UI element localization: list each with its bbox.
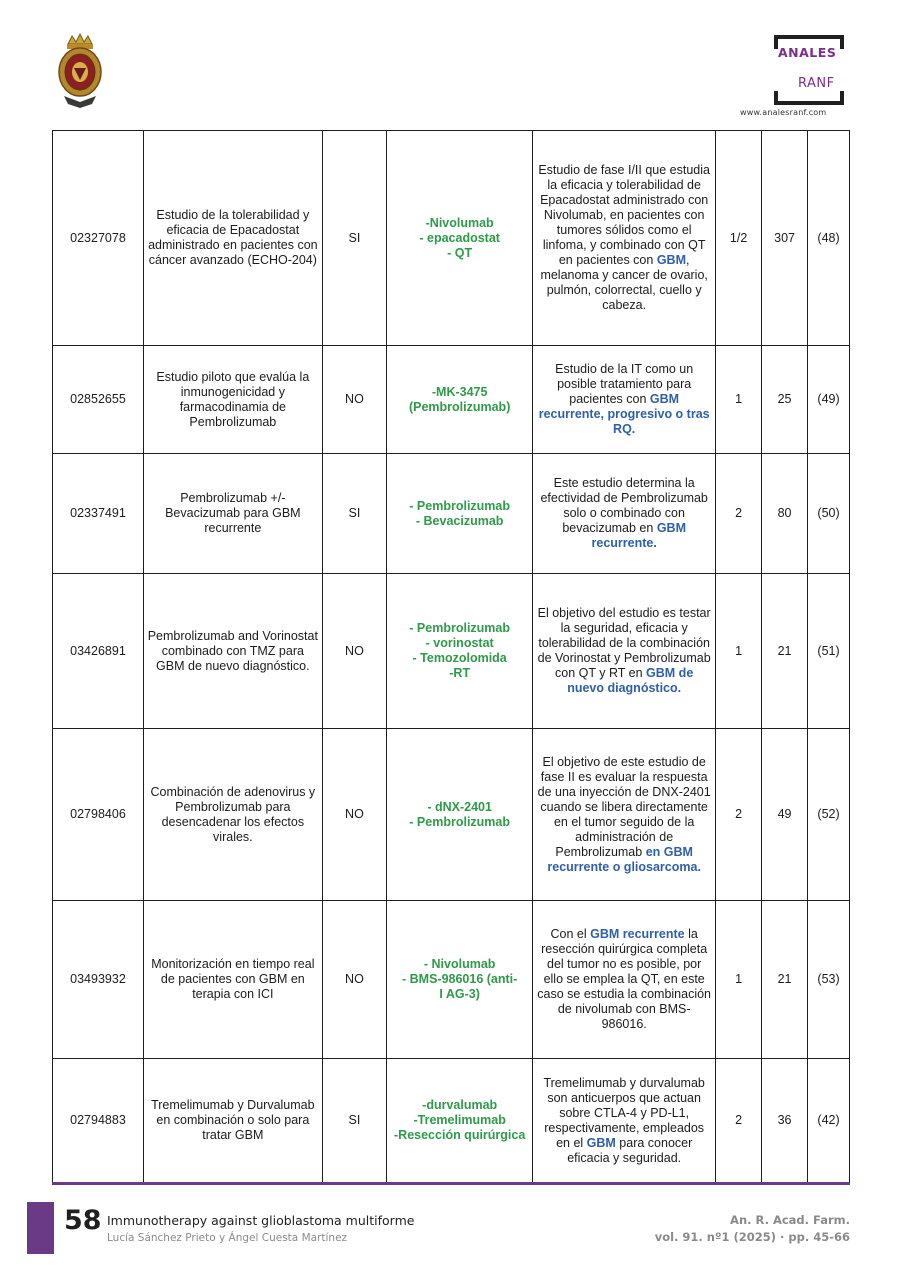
trial-patients-cell: 25 — [762, 346, 808, 454]
trial-title-cell: Pembrolizumab +/- Bevacizumab para GBM recurrente — [143, 454, 322, 574]
drug-item: -MK-3475 — [431, 384, 488, 399]
running-authors: Lucía Sánchez Prieto y Ángel Cuesta Martínez — [107, 1232, 348, 1244]
description-text: Este estudio determina la efectividad de Pembrolizumab solo o combinado con bevacizumab en — [540, 476, 708, 535]
trial-phase-cell: 2 — [716, 729, 762, 901]
trial-drugs-cell — [387, 131, 533, 346]
trial-description-cell — [533, 901, 716, 1059]
description-text: Estudio de fase I/II que estudia la eficacia y tolerabilidad de Epacadostat administrado con Nivolumab, en pacientes con tumores sólidos como el linfoma, y combinado con QT en pacientes con — [538, 163, 710, 267]
trial-title-cell: Monitorización en tiempo real de pacientes con GBM en terapia con ICI — [143, 901, 322, 1059]
description-text: El objetivo del estudio es testar la seguridad, eficacia y tolerabilidad de la combinación de Vorinostat y Pembrolizumab con QT y RT en — [537, 606, 711, 680]
clinical-trials-table — [52, 130, 850, 1185]
trial-drugs-cell — [387, 346, 533, 454]
trial-description-cell — [533, 454, 716, 574]
description-text-end: para conocer eficacia y seguridad. — [567, 1135, 693, 1165]
trial-row — [53, 454, 850, 574]
description-text: Estudio de la IT como un posible tratamiento para pacientes con — [555, 362, 694, 406]
brand-line2: RANF — [798, 76, 835, 91]
trial-drugs-cell — [387, 574, 533, 729]
trial-description-cell — [533, 574, 716, 729]
trial-phase-cell: 1 — [716, 346, 762, 454]
trial-patients-cell: 36 — [762, 1059, 808, 1184]
royal-academy-crest — [50, 30, 110, 108]
trial-row — [53, 1059, 850, 1184]
trial-yes-no-cell: NO — [322, 901, 386, 1059]
trial-id-cell: 02852655 — [53, 346, 144, 454]
drug-item: - vorinostat — [425, 636, 494, 650]
description-highlight: en GBM recurrente o gliosarcoma. — [547, 844, 701, 874]
trial-reference-cell: (50) — [808, 454, 850, 574]
description-text: Tremelimumab y durvalumab son anticuerpos que actuan sobre CTLA-4 y PD-L1, respectivamente, empleados en el — [543, 1075, 705, 1150]
description-highlight: GBM — [656, 253, 686, 267]
trial-phase-cell: 2 — [716, 1059, 762, 1184]
trial-reference-cell: (49) — [808, 346, 850, 454]
trial-description-cell — [533, 729, 716, 901]
trial-id-cell: 03426891 — [53, 574, 144, 729]
trial-phase-cell: 2 — [716, 454, 762, 574]
trial-patients-cell: 21 — [762, 574, 808, 729]
trial-drugs-cell — [387, 1059, 533, 1184]
page-number: 58 — [64, 1205, 102, 1236]
trial-title-cell: Estudio piloto que evalúa la inmunogenicidad y farmacodinamia de Pembrolizumab — [143, 346, 322, 454]
trial-reference-cell: (53) — [808, 901, 850, 1059]
description-text-end: , melanoma y cancer de ovario, pulmón, colorrectal, cuello y cabeza. — [540, 253, 708, 312]
trial-drugs-cell — [387, 729, 533, 901]
trial-id-cell: 02337491 — [53, 454, 144, 574]
trial-description-cell — [533, 1059, 716, 1184]
brand-line1: ANALES — [778, 45, 837, 60]
trial-id-cell: 03493932 — [53, 901, 144, 1059]
description-highlight: GBM recurrente, progresivo o tras RQ. — [538, 392, 710, 436]
trial-yes-no-cell: NO — [322, 574, 386, 729]
trial-reference-cell: (51) — [808, 574, 850, 729]
trial-id-cell: 02794883 — [53, 1059, 144, 1184]
trial-row — [53, 346, 850, 454]
description-highlight: GBM de nuevo diagnóstico. — [567, 666, 694, 695]
drug-item: I AG-3) — [439, 987, 480, 1001]
anales-ranf-logo — [740, 35, 852, 120]
drug-item: - Temozolomida — [412, 651, 507, 665]
drug-item: - BMS-986016 (anti- — [402, 972, 518, 986]
journal-name: An. R. Acad. Farm. — [730, 1213, 850, 1227]
drug-item: -durvalumab — [422, 1098, 498, 1112]
trial-title-cell: Estudio de la tolerabilidad y eficacia de Epacadostat administrado en pacientes con cáncer avanzado (ECHO-204) — [143, 131, 322, 346]
trial-description-cell — [533, 131, 716, 346]
trial-patients-cell: 49 — [762, 729, 808, 901]
trial-row — [53, 131, 850, 346]
trial-phase-cell: 1 — [716, 901, 762, 1059]
drug-item: - dNX-2401 — [427, 799, 492, 814]
trial-patients-cell: 307 — [762, 131, 808, 346]
trial-title-cell: Pembrolizumab and Vorinostat combinado con TMZ para GBM de nuevo diagnóstico. — [143, 574, 322, 729]
trial-id-cell: 02327078 — [53, 131, 144, 346]
drug-item: - Bevacizumab — [415, 513, 504, 528]
trial-patients-cell: 21 — [762, 901, 808, 1059]
trial-yes-no-cell: NO — [322, 346, 386, 454]
website-url: www.analesranf.com — [740, 108, 827, 117]
drug-item: (Pembrolizumab) — [408, 399, 511, 414]
description-text: Con el — [550, 927, 591, 941]
drug-item: - Pembrolizumab — [409, 621, 511, 635]
trial-description-cell — [533, 346, 716, 454]
trial-row — [53, 901, 850, 1059]
trial-title-cell: Combinación de adenovirus y Pembrolizumab para desencadenar los efectos virales. — [143, 729, 322, 901]
trial-yes-no-cell: SI — [322, 131, 386, 346]
drug-item: -Nivolumab — [425, 215, 494, 230]
drug-item: -RT — [449, 666, 471, 680]
description-highlight: GBM — [586, 1135, 616, 1150]
drug-item: - epacadostat — [419, 230, 500, 245]
journal-volume: vol. 91. nº1 (2025) · pp. 45-66 — [654, 1230, 850, 1244]
drug-item: -Tremelimumab — [413, 1113, 506, 1127]
trial-reference-cell: (52) — [808, 729, 850, 901]
trial-row — [53, 574, 850, 729]
drug-item: - Pembrolizumab — [409, 814, 511, 829]
trial-title-cell: Tremelimumab y Durvalumab en combinación o solo para tratar GBM — [143, 1059, 322, 1184]
trial-patients-cell: 80 — [762, 454, 808, 574]
description-highlight: GBM recurrente — [590, 927, 685, 941]
description-highlight: GBM recurrente. — [591, 521, 686, 550]
trial-phase-cell: 1 — [716, 574, 762, 729]
trial-yes-no-cell: SI — [322, 1059, 386, 1184]
drug-item: -Resección quirúrgica — [394, 1128, 526, 1142]
description-text-end: la resección quirúrgica completa del tumor no es posible, por ello se emplea la QT, en este caso se estudia la combinación de nivolumab con BMS-986016. — [537, 927, 712, 1031]
running-title: Immunotherapy against glioblastoma multiforme — [107, 1213, 415, 1228]
description-text: El objetivo de este estudio de fase II es evaluar la respuesta de una inyección de DNX-2401 cuando se libera directamente en el tumor seguido de la administración de Pembrolizumab — [537, 754, 711, 859]
trial-drugs-cell — [387, 454, 533, 574]
drug-item: - QT — [447, 245, 473, 260]
trial-phase-cell: 1/2 — [716, 131, 762, 346]
trial-id-cell: 02798406 — [53, 729, 144, 901]
trial-drugs-cell — [387, 901, 533, 1059]
footer-accent-bar — [27, 1202, 54, 1254]
trial-yes-no-cell: NO — [322, 729, 386, 901]
trial-row — [53, 729, 850, 901]
trial-reference-cell: (48) — [808, 131, 850, 346]
trial-yes-no-cell: SI — [322, 454, 386, 574]
drug-item: - Nivolumab — [423, 957, 496, 971]
drug-item: - Pembrolizumab — [409, 498, 511, 513]
trial-reference-cell: (42) — [808, 1059, 850, 1184]
